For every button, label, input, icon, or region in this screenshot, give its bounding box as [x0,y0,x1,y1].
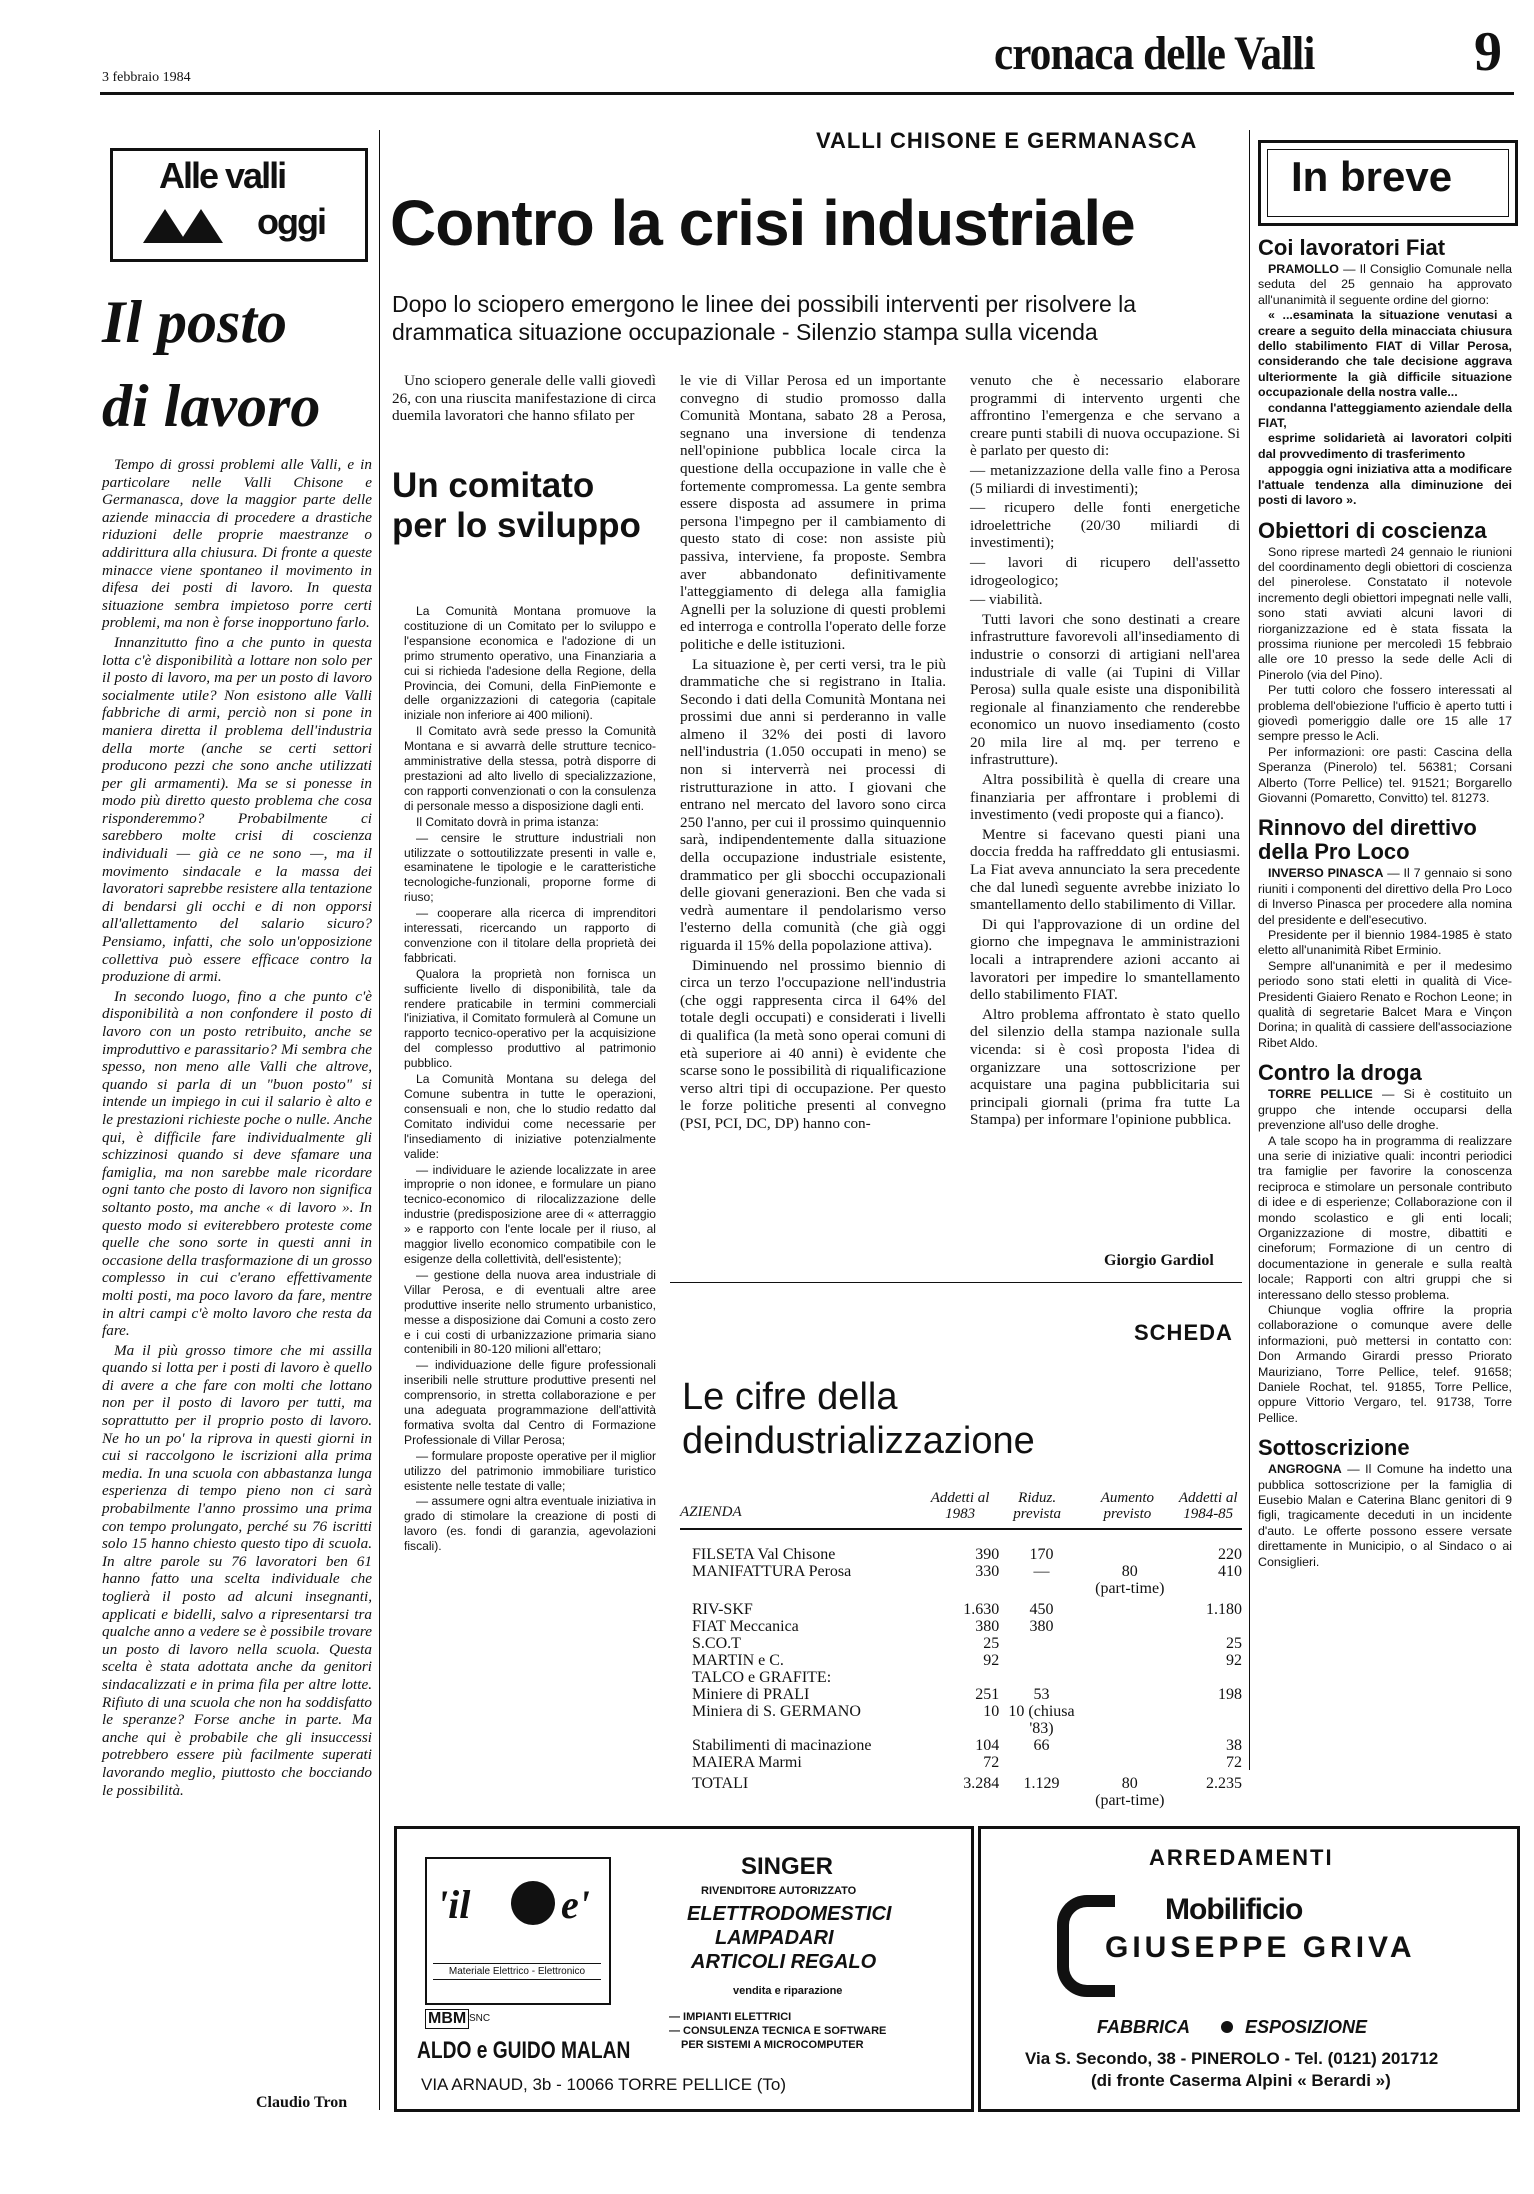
table-cell: S.CO.T [692,1635,741,1652]
table-cell: 10 [983,1703,1000,1720]
header-riduzione: Riduz. prevista [1013,1490,1062,1522]
logo-left: 'il [437,1882,471,1927]
arredamenti-label: ARREDAMENTI [1149,1845,1334,1870]
logo-line2: oggi [257,201,325,242]
table-cell: 38 [1225,1737,1242,1754]
brief-place: ANGROGNA [1268,1462,1342,1477]
paragraph: Sono riprese martedì 24 gennaio le riunioni del coordinamento degli obiettori di coscienza del pinerolese. Constatato il notevole incremento degli obiettori impegnati nelle valli, sono stati avviati alcuni lavori di riorganizzazione ed è stata fissata la prossima riunione per mercoledì 15 febbraio alle ore 10 presso la sede delle Acli di Pinerolo (via del Pino). [1258,544,1512,682]
scheda-title-line1: Le cifre della [682,1376,898,1418]
table-cell [1084,1686,1176,1703]
table-cell [999,1652,1084,1669]
table-cell [1084,1546,1176,1563]
table-cell [999,1669,1084,1686]
table-row [680,1754,1242,1771]
ad-malan [394,1826,974,2112]
scheda-title-line2: deindustrializzazione [682,1420,1035,1462]
table-cell [1084,1601,1176,1618]
paragraph: La Comunità Montana su delega del Comune subentra in tutte le operazioni, consensuali e non, che lo studio redatto dal Comitato individui come necessarie per l'insediamento di iniziative potenzialmente valide: [404,1072,656,1161]
products-3: ARTICOLI REGALO [691,1951,877,1973]
table-cell [1084,1737,1176,1754]
table-cell [1176,1618,1242,1635]
brief-place: INVERSO PINASCA [1268,866,1384,881]
service-1: — IMPIANTI ELETTRICI [669,2011,792,2023]
table-cell: MANIFATTURA Perosa [692,1563,852,1580]
paragraph: « ...esaminata la situazione venutasi a creare a seguito della minacciata chiusura dello stabilimento FIAT di Villar Perosa, considerando che tale decisione aggrava ulteriormente la già difficile situazione occupazionale della nostra valle... [1258,308,1512,400]
issue-date: 3 febbraio 1984 [102,70,191,85]
lead-paragraph: Uno sciopero generale delle valli giovedì 26, con una riuscita manifestazione di circa duemila lavoratori che hanno sfilato per [392,372,656,425]
products-1: ELETTRODOMESTICI [687,1903,892,1925]
brief-body [1258,545,1512,807]
table-row [680,1546,1242,1563]
brief-body [1258,1087,1512,1426]
griva-address: Via S. Secondo, 38 - PINEROLO - Tel. (0121) 201712 [1025,2049,1439,2068]
paragraph: Diminuendo nel prossimo biennio di circa un terzo l'occupazione nell'industria (che oggi rappresenta circa il 64% del totale degli occupati) e considerati i livelli di qualifica (la metà sono operai comuni di età superiore ai 40 anni) è evidente che scarse sono le possibilità di riqualificazione verso altri tipi di occupazione. Per questo le forze politiche presenti al convegno (PSI, PCI, DC, DP) hanno con- [680,956,946,1132]
table-cell [1084,1754,1176,1771]
paragraph: La situazione è, per certi versi, tra le più drammatiche che si registrano in Italia. Secondo i dati della Comunità Montana nei prossimi due anni si perderanno in valle almeno il 32% dei posti di lavoro nell'industria (1.050 occupati in meno) se non si interverrà nei processi di ristrutturazione in atto. I giovani che entrano nel mercato del lavoro sono circa 250 l'anno, per cui il prossimo quinquennio sarà, indipendentemente dalla situazione della occupazione industriale esistente, drammatico per gli sbocchi occupazionali delle giovani generazioni. Ben che vada si vedrà aumentare il pendolarismo verso l'esterno della comunità (che già oggi riguarda il 15% della popolazione attiva). [680,655,946,954]
paragraph: La Comunità Montana promuove la costituzione di un Comitato per lo sviluppo e l'espansione economica e l'adozione di un primo strumento operativo, una Finanziaria a cui si richieda l'adesione della Regione, della Provincia, dei Comuni, della FinPiemonte e delle organizzazioni di categoria (capitale iniziale non inferiore ai 400 milioni). [404,604,656,723]
table-cell: 53 [1033,1686,1050,1703]
table-cell: — [1033,1563,1050,1580]
table-cell: FILSETA Val Chisone [692,1546,836,1563]
paragraph: Qualora la proprietà non fornisca un sufficiente livello di disponibilità, tale da rendere praticabile in termini commerciali l'iniziativa, il Comitato formulerà al Comune un rapporto tecnico-operativo per la acquisizione del complesso produttivo al patrimonio pubblico. [404,966,656,1071]
paragraph: Per tutti coloro che fossero interessati al problema dell'obiezione l'ufficio è aperto tutti i giovedì pomeriggio dalle ore 15 alle 17 sempre presso le Acli. [1258,683,1512,744]
brief-title: Obiettori di coscienza [1258,517,1487,543]
table-cell: 25 [1225,1635,1242,1652]
comitato-title: Un comitato per lo sviluppo [392,466,641,545]
table-cell: 72 [1225,1754,1242,1771]
header-azienda: AZIENDA [680,1504,742,1520]
brief-title: Contro la droga [1258,1060,1422,1086]
table-cell [680,1580,933,1597]
table-cell: 1.180 [1205,1601,1242,1618]
paragraph: Per informazioni: ore pasti: Cascina della Speranza (Pinerolo) tel. 56381; Corsani Alberto (Torre Pellice) tel. 91521; Borgarello Giovanni (Pomaretto, Convitto) tel. 81273. [1258,744,1512,805]
ad-name: ALDO e GUIDO MALAN [417,2037,631,2064]
table-cell [1084,1703,1176,1737]
table-cell: MARTIN e C. [692,1652,784,1669]
table-cell: MAIERA Marmi [692,1754,802,1771]
paragraph [1258,1462,1512,1570]
paragraph: Tutti lavori che sono destinati a creare infrastrutture favorevoli all'insediamento di industrie o consorzi di artigiani nell'area industriale di valle (ai Tupini di Villar Perosa) sulla quale esiste una disponibilità regionale al finanziamento che renderebbe economico un nuovo insediamento (costo 20 mila lire al mq. per terreno e infrastrutture). [970,610,1240,769]
table-cell: 450 [1029,1601,1054,1618]
paragraph: — gestione della nuova area industriale di Villar Perosa, e di eventuali altre aree produttive inserite nello strumento urbanistico, messe a disposizione dai Comuni a costo zero e i cui costi di urbanizzazione primaria siano contenibili in 80-120 milioni all'ettaro; [404,1267,656,1357]
paragraph: venuto che è necessario elaborare programmi di intervento urgenti che affrontino l'emergenza e che servano a creare punti stabili di nuova occupazione. Si è parlato per questo di: [970,372,1240,460]
paragraph: esprime solidarietà ai lavoratori colpiti dal provvedimento di trasferimento [1258,431,1512,461]
brief-title: Sottoscrizione [1258,1435,1410,1461]
mountains-icon-2 [179,209,223,243]
table-cell: 72 [983,1754,1000,1771]
paragraph: — censire le strutture industriali non utilizzate o sottoutilizzate presenti in valle e, esaminatene le tipologie e le caratteristiche tecnologiche-funzionali, proporne forme di riuso; [404,830,656,905]
table-cell: 1.129 [1023,1775,1060,1792]
table-cell [1084,1652,1176,1669]
scheda-rule [670,1282,1242,1283]
table-cell [933,1580,999,1597]
table-row [680,1792,1242,1809]
products-2: LAMPADARI [715,1927,834,1949]
paragraph: le vie di Villar Perosa ed un importante convegno di studio promosso dalla Comunità Montana, sabato 28 a Perosa, segnano una inversione di tendenza nell'opinione pubblica locale circa la questione della occupazione in valle che è fortemente compromessa. La gente sembra essere disposta ad assumere in prima persona l'impegno per il cambiamento di questo stato di cose: non assiste più passiva, interviene, fa proposte. Sembra aver abbandonato definitivamente l'atteggiamento di delega alla famiglia Agnelli per la soluzione di questi problemi ed interroga e controlla l'operato delle forze politiche e delle istituzioni. [680,372,946,653]
service-3: PER SISTEMI A MICROCOMPUTER [681,2039,864,2051]
table-cell: FIAT Meccanica [692,1618,799,1635]
brief-text: — Il 7 gennaio si sono riuniti i componenti del direttivo della Pro Loco di Inverso Pinasca per procedere alla nomina del presidente e dell'esecutivo. [1258,866,1512,927]
table-cell [1084,1618,1176,1635]
brief-place: TORRE PELLICE [1268,1087,1373,1102]
left-title-line1: Il posto [102,289,288,355]
ad-logo-box [425,1857,611,2005]
left-title-line2: di lavoro [102,373,321,439]
brief-text: — Il Comune ha indetto una pubblica sottoscrizione per la famiglia di Eusebio Malan e Caterina Blanc genitori di 9 figli, tragicamente deceduti in un incidente d'auto. Le offerte possono essere versate direttamente in Municipio, o al Sindaco o ai Consiglieri. [1258,1462,1512,1569]
paragraph: Innanzitutto fino a che punto in questa lotta c'è disponibilità a lottare non solo per il posto di lavoro, ma per un posto di lavoro socialmente utile? Non esistono alle Valli fabbriche di armi, perciò non si pone in maniera diretta il problema dell'industria della morte (anche se certi settori producono pezzi che sono anche utilizzati per gli armamenti). Ma se si ponesse in modo più diretto questo problema che cosa risponderemmo? Probabilmente ci sarebbero molte crisi di coscienza individuali — già ce ne sono —, ma il movimento sindacale e la massa dei lavoratori saprebbe resistere alla tentazione di bendarsi gli occhi e di non opporsi all'allettamento del salario sicuro? Pensiamo, infatti, che solo un'opposizione collettiva può essere efficace contro la produzione di armi. [102,633,372,986]
paragraph: Altra possibilità è quella di creare una finanziaria per affrontare i problemi di investimento (vedi proposte qui a fianco). [970,771,1240,824]
table-cell: 80 [1121,1775,1138,1792]
griva-name: GIUSEPPE GRIVA [1105,1931,1416,1964]
table-row [680,1703,1242,1737]
header-addetti-1984: Addetti al 1984-85 [1178,1490,1238,1522]
table-body [680,1530,1242,1809]
paragraph: — formulare proposte operative per il miglior utilizzo del patrimonio immobiliare turistico esistente nelle testate di valle; [404,1448,656,1493]
subhead: Dopo lo sciopero emergono le linee dei possibili interventi per risolvere la drammatica situazione occupazionale - Silenzio stampa sulla vicenda [392,291,1137,345]
table-row [680,1635,1242,1652]
ad-address: VIA ARNAUD, 3b - 10066 TORRE PELLICE (To) [421,2075,787,2094]
list-item: — lavori di ricupero dell'assetto idrogeologico; [970,553,1240,589]
table-cell: TOTALI [692,1775,749,1792]
vendita-label: vendita e riparazione [733,1985,843,1997]
paragraph: Il Comitato dovrà in prima istanza: [416,814,599,829]
table-row [680,1580,1242,1597]
ad-griva [978,1826,1520,2112]
table-cell [1176,1669,1242,1686]
table-row [680,1686,1242,1703]
logo-right: e' [561,1882,590,1927]
table-cell: 380 [975,1618,1000,1635]
table-row [680,1652,1242,1669]
comitato-body [404,604,656,1555]
table-row [680,1669,1242,1686]
table-cell: 2.235 [1205,1775,1242,1792]
paragraph: condanna l'atteggiamento aziendale della FIAT, [1258,400,1512,431]
paragraph: Il Comitato avrà sede presso la Comunità Montana e si avvarrà delle strutture tecnico-amministrative della stessa, potrà disporre di prestazioni ad alto livello di specializzazione, con rapporti convenzionati o con la consulenza di personale messo a disposizione dagli enti. [404,724,656,813]
esposizione-label: ESPOSIZIONE [1245,2017,1368,2037]
bullet-icon [1221,2021,1233,2033]
table-cell: 3.284 [963,1775,1000,1792]
inbreve-list [1258,226,1512,1570]
scheda-table [680,1490,1242,1809]
table-cell: 410 [1217,1563,1242,1580]
header-aumento: Aumento previsto [1100,1490,1155,1522]
table-cell [999,1754,1084,1771]
paragraph: — assumere ogni altra eventuale iniziativa in grado di stimolare la creazione di posti di lavoro (es. fondi di garanzia, agevolazioni fiscali). [404,1494,656,1554]
list-item: — metanizzazione della valle fino a Perosa (5 miliardi di investimenti); [970,461,1240,497]
mobilificio-label: Mobilificio [1165,1893,1303,1926]
header-addetti-1983: Addetti al 1983 [930,1490,990,1522]
table-cell: Stabilimenti di macinazione [692,1737,872,1754]
paragraph: Chiunque voglia offrire la propria collaborazione o comunque avere delle informazioni, può mettersi in contatto con: Don Armando Girardi presso Priorato Mauriziano, Torre Pellice, telef. 91658; Daniele Rochat, tel. 91855, Torre Pellice, oppure Vittorio Vergaro, tel. 91738, Torre Pellice. [1258,1302,1512,1425]
table-cell: 170 [1029,1546,1054,1563]
table-cell: 251 [975,1686,1000,1703]
inbreve-box [1258,140,1518,226]
logo-line1: Alle valli [159,155,286,196]
table-cell [933,1669,999,1686]
table-cell: 92 [1225,1652,1242,1669]
paragraph: Presidente per il biennio 1984-1985 è stato eletto all'unanimità Ribet Erminio. [1258,928,1512,958]
brief-text: — Si è costituito un gruppo che intende occuparsi della prevenzione all'uso delle droghe. [1258,1087,1512,1133]
main-author: Giorgio Gardiol [1104,1252,1214,1269]
header-rule [100,92,1514,95]
mbm-mark: MBM [425,2009,469,2029]
brief-body [1258,262,1512,509]
scheda-label: SCHEDA [1134,1320,1233,1345]
table-cell: 1.630 [963,1601,1000,1618]
paragraph: In secondo luogo, fino a che punto c'è disponibilità a non confondere il posto di lavoro con un posto retribuito, anche se improduttivo e parassitario? Mi sembra che spesso, non meno alle Valli che altrove, quando si parla di un "buon posto" si intende un impiego in cui il salario è alto e le prestazioni richieste poche o nulle. Anche qui, è difficile fare individualmente gli schizzinosi quando si deve sfamare una famiglia, ma non sarebbe male ricordare ogni tanto che posto di lavoro non significa soltanto posto, ma anche « di lavoro ». In questo modo si eviterebbero proteste come quelle che sono sorte in questi anni in occasione della trasformazione di un grosso complesso in cui c'erano effettivamente molti posti, ma poco lavoro da fare, mentre in altri campi c'è molto lavoro che resta da fare. [102,987,372,1340]
singer-label: SINGER [741,1853,834,1880]
paragraph: — cooperare alla ricerca di imprenditori interessati, ricercando un rapporto di convenzione con il titolare della proprietà dei fabbricati. [404,906,656,965]
table-row [680,1618,1242,1635]
table-cell [933,1792,999,1809]
table-cell: 220 [1217,1546,1242,1563]
table-cell [1084,1635,1176,1652]
page-number: 9 [1474,21,1502,83]
paragraph [1258,262,1512,308]
table-cell: 25 [983,1635,1000,1652]
brief-body [1258,866,1512,1051]
table-cell: Miniere di PRALI [692,1686,810,1703]
table-cell: 10 (chiusa '83) [1008,1703,1075,1737]
rivenditore-label: RIVENDITORE AUTORIZZATO [701,1885,857,1897]
table-cell [680,1792,933,1809]
service-2: — CONSULENZA TECNICA E SOFTWARE [669,2025,887,2037]
table-cell [1176,1703,1242,1737]
table-cell: 66 [1033,1737,1050,1754]
main-col2 [680,372,946,1135]
left-article-body [102,456,372,1801]
table-cell [1176,1580,1242,1597]
table-cell [999,1635,1084,1652]
table-cell [999,1580,1084,1597]
table-cell: (part-time) [1095,1792,1165,1809]
table-row [680,1601,1242,1618]
paragraph: Altro problema affrontato è stato quello del silenzio della stampa nazionale sulla vicenda: si è così proposta l'idea di organizzare una sottoscrizione per acquistare una pagina pubblicitaria sui principali giornali (prima fra tutte La Stampa) per informare l'opinione pubblica. [970,1005,1240,1129]
table-cell: Miniera di S. GERMANO [692,1703,861,1720]
table-cell: 380 [1029,1618,1054,1635]
fabbrica-label: FABBRICA [1097,2017,1190,2037]
list-item: — ricupero delle fonti energetiche idroelettriche (20/30 miliardi di investimenti); [970,499,1240,552]
table-cell: 198 [1217,1686,1242,1703]
section-label: VALLI CHISONE E GERMANASCA [816,128,1198,153]
paragraph: Sempre all'unanimità e per il medesimo periodo sono stati eletti in qualità di Vice-Presidenti Giaiero Renato e Rochon Leone; in qualità di segretarie Balcet Mara e Vinçon Dorina; in qualità di cassiere dell'associazione Ribet Aldo. [1258,958,1512,1050]
column-divider [1249,130,1250,1770]
table-cell [999,1792,1084,1809]
masthead: cronaca delle Valli [994,27,1315,80]
paragraph [1258,1087,1512,1133]
paragraph [1258,866,1512,928]
brief-text: — Il Consiglio Comunale nella seduta del 25 gennaio ha approvato all'unanimità il seguente ordine del giorno: [1258,262,1512,307]
paragraph: — individuare le aziende localizzate in aree improprie o non idonee, e formulare un piano tecnico-economico di rilocalizzazione delle industrie (predisposizione aree di « atterraggio » e rapporto con l'ente locale per il riuso, al maggior livello economico compatibile con le esigenze della collettività, dell'esistente); [404,1162,656,1266]
table-cell: 390 [975,1546,1000,1563]
table-cell: 92 [983,1652,1000,1669]
main-col3 [970,372,1240,1131]
table-row [680,1737,1242,1754]
headline: Contro la crisi industriale [390,187,1135,259]
logo-sub: Materiale Elettrico - Elettronico [433,1963,601,1980]
table-row [680,1563,1242,1580]
paragraph: appoggia ogni iniziativa atta a modificare l'attuale tendenza alla diminuzione dei posti di lavoro ». [1258,462,1512,508]
paragraph: A tale scopo ha in programma di realizzare una serie di iniziative quali: incontri periodici tra famiglie per favorire la conoscenza reciproca e stimolare un personale contributo di idee e di esperienze; Collaborazione con il mondo scolastico e gli enti locali; Organizzazione di mostre, dibattiti e cineforum; Formazione di un centro di documentazione in generale e sulla realtà locale; Rapporti con altri gruppi che si interessano dello stesso problema. [1258,1133,1512,1302]
table-row [680,1775,1242,1792]
list-item: — viabilità. [970,591,1043,609]
table-cell: 104 [975,1737,1000,1754]
brief-title: Coi lavoratori Fiat [1258,235,1446,260]
paragraph: — individuazione delle figure professionali inseribili nelle strutture produttive presenti nel comprensorio, in stretta collaborazione e per una adeguata programmazione dell'attività formativa svolta dal Centro di Formazione Professionale di Villar Perosa; [404,1358,656,1447]
brief-body [1258,1462,1512,1570]
griva-address2: (di fronte Caserma Alpini « Berardi ») [1091,2071,1391,2090]
left-author: Claudio Tron [256,2094,348,2111]
table-cell [1084,1669,1176,1686]
brief-place: PRAMOLLO [1268,262,1339,276]
paragraph: Tempo di grossi problemi alle Valli, e in particolare nelle Valli Chisone e Germanasca, dove la maggior parte delle aziende minaccia di procedere a drastiche riduzioni delle proprie maestranze o addirittura alla chiusura. Di fronte a queste minacce viene spontaneo il movimento in difesa dei posti di lavoro. In questa situazione sembra impietoso porre certi problemi, ma non è forse inopportuno farlo. [102,456,372,632]
table-cell: (part-time) [1095,1580,1165,1597]
table-cell: 80 [1121,1563,1138,1580]
paragraph: Mentre si facevano questi piani una doccia fredda ha raffreddato gli entusiasmi. La Fiat aveva annunciato la sera precedente che dal lunedì seguente avrebbe iniziato lo smantellamento dello stabilimento di Villar. [970,825,1240,914]
table-header [680,1490,1242,1530]
snc-mark: SNC [469,2013,491,2024]
paragraph: Ma il più grosso timore che mi assilla quando si lotta per i posti di lavoro è quello di avere a che fare con molti che lottano non per il posto di lavoro per tutti, ma soprattutto per il proprio posto di lavoro. Ne ho un po' la riprova in questi giorni in cui si raccolgono le iscrizioni alla prima media. In una scuola con abbastanza lunga esperienza di tempo pieno non ci sarà probabilmente l'anno prossimo una prima con tempo prolungato, perché su 76 iscritti solo 15 hanno chiesto questo tipo di scuola. In altre parole su 76 lavoratori ben 61 hanno fatto una scelta individuale che toglierà il posto ad alcuni insegnanti, applicati e bidelli, salvo a ripresentarsi tra qualche anno a vedere se è possibile trovare un posto di lavoro nella scuola. Questa scelta è stata adottata anche da genitori sindacalizzati e in prima fila per altre lotte. Rifiuto di una scuola che non ha soddisfatto le speranze? Forse anche in parte. Ma anche qui è probabile che gli insuccessi potrebbero essere più facilmente superati lavorando meglio, piuttosto che bocciando le possibilità. [102,1341,372,1799]
brief-title: Rinnovo del direttivo della Pro Loco [1258,815,1477,865]
paragraph: Di qui l'approvazione di un ordine del giorno che impegnava le amministrazioni locali a intraprendere azioni accanto ai lavoratori per impedire lo smantellamento dello stabilimento FIAT. [970,915,1240,1004]
column-divider [379,130,380,2110]
table-cell: TALCO e GRAFITE: [692,1669,832,1686]
table-cell: 330 [975,1563,1000,1580]
inbreve-title: In breve [1291,153,1453,200]
dot-icon [511,1881,555,1925]
column-logo [110,148,368,262]
table-cell [1176,1792,1242,1809]
table-cell: RIV-SKF [692,1601,753,1618]
